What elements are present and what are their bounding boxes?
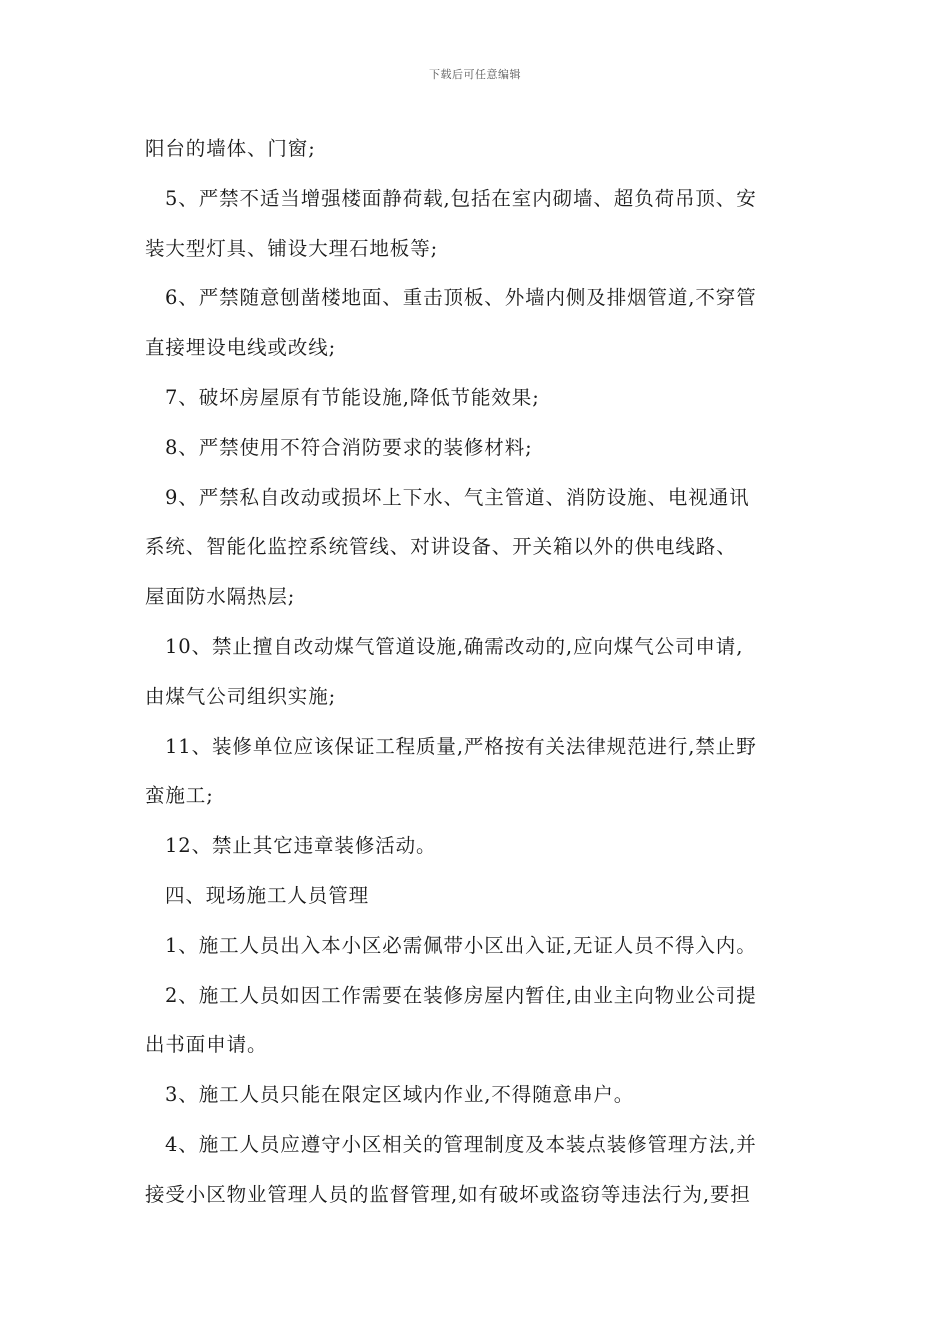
text-line-continuation: 接受小区物业管理人员的监督管理,如有破坏或盗窃等违法行为,要担: [145, 1182, 751, 1206]
text-line-continuation: 直接埋设电线或改线;: [145, 336, 337, 360]
rule-item-6: 6、严禁随意刨凿楼地面、重击顶板、外墙内侧及排烟管道,不穿管: [165, 286, 757, 310]
document-body: [145, 124, 807, 1220]
text-line-continuation: 装大型灯具、铺设大理石地板等;: [145, 236, 439, 260]
text-line-continuation: 屋面防水隔热层;: [145, 585, 296, 609]
rule-item-11: 11、装修单位应该保证工程质量,严格按有关法律规范进行,禁止野: [165, 734, 757, 758]
staff-rule-item-1: 1、施工人员出入本小区必需佩带小区出入证,无证人员不得入内。: [165, 933, 757, 957]
text-line-continuation: 由煤气公司组织实施;: [145, 684, 337, 708]
text-line-continuation: 系统、智能化监控系统管线、对讲设备、开关箱以外的供电线路、: [145, 535, 737, 559]
text-line-continuation: 出书面申请。: [145, 1033, 268, 1057]
rule-item-10: 10、禁止擅自改动煤气管道设施,确需改动的,应向煤气公司申请,: [165, 634, 744, 658]
staff-rule-item-4: 4、施工人员应遵守小区相关的管理制度及本装点装修管理方法,并: [165, 1132, 757, 1156]
staff-rule-item-3: 3、施工人员只能在限定区域内作业,不得随意串户。: [165, 1083, 635, 1107]
rule-item-9: 9、严禁私自改动或损坏上下水、气主管道、消防设施、电视通讯: [165, 485, 750, 509]
section-heading-4: 四、现场施工人员管理: [165, 883, 370, 907]
rule-item-7: 7、破坏房屋原有节能设施,降低节能效果;: [165, 385, 540, 409]
text-line-continuation: 阳台的墙体、门窗;: [145, 137, 316, 160]
text-line-continuation: 蛮施工;: [145, 784, 214, 808]
rule-item-12: 12、禁止其它违章装修活动。: [165, 834, 437, 858]
staff-rule-item-2: 2、施工人员如因工作需要在装修房屋内暂住,由业主向物业公司提: [165, 983, 757, 1007]
rule-item-5: 5、严禁不适当增强楼面静荷载,包括在室内砌墙、超负荷吊顶、安: [165, 186, 757, 210]
rule-item-8: 8、严禁使用不符合消防要求的装修材料;: [165, 435, 533, 459]
page-header-note: 下载后可任意编辑: [429, 68, 521, 81]
